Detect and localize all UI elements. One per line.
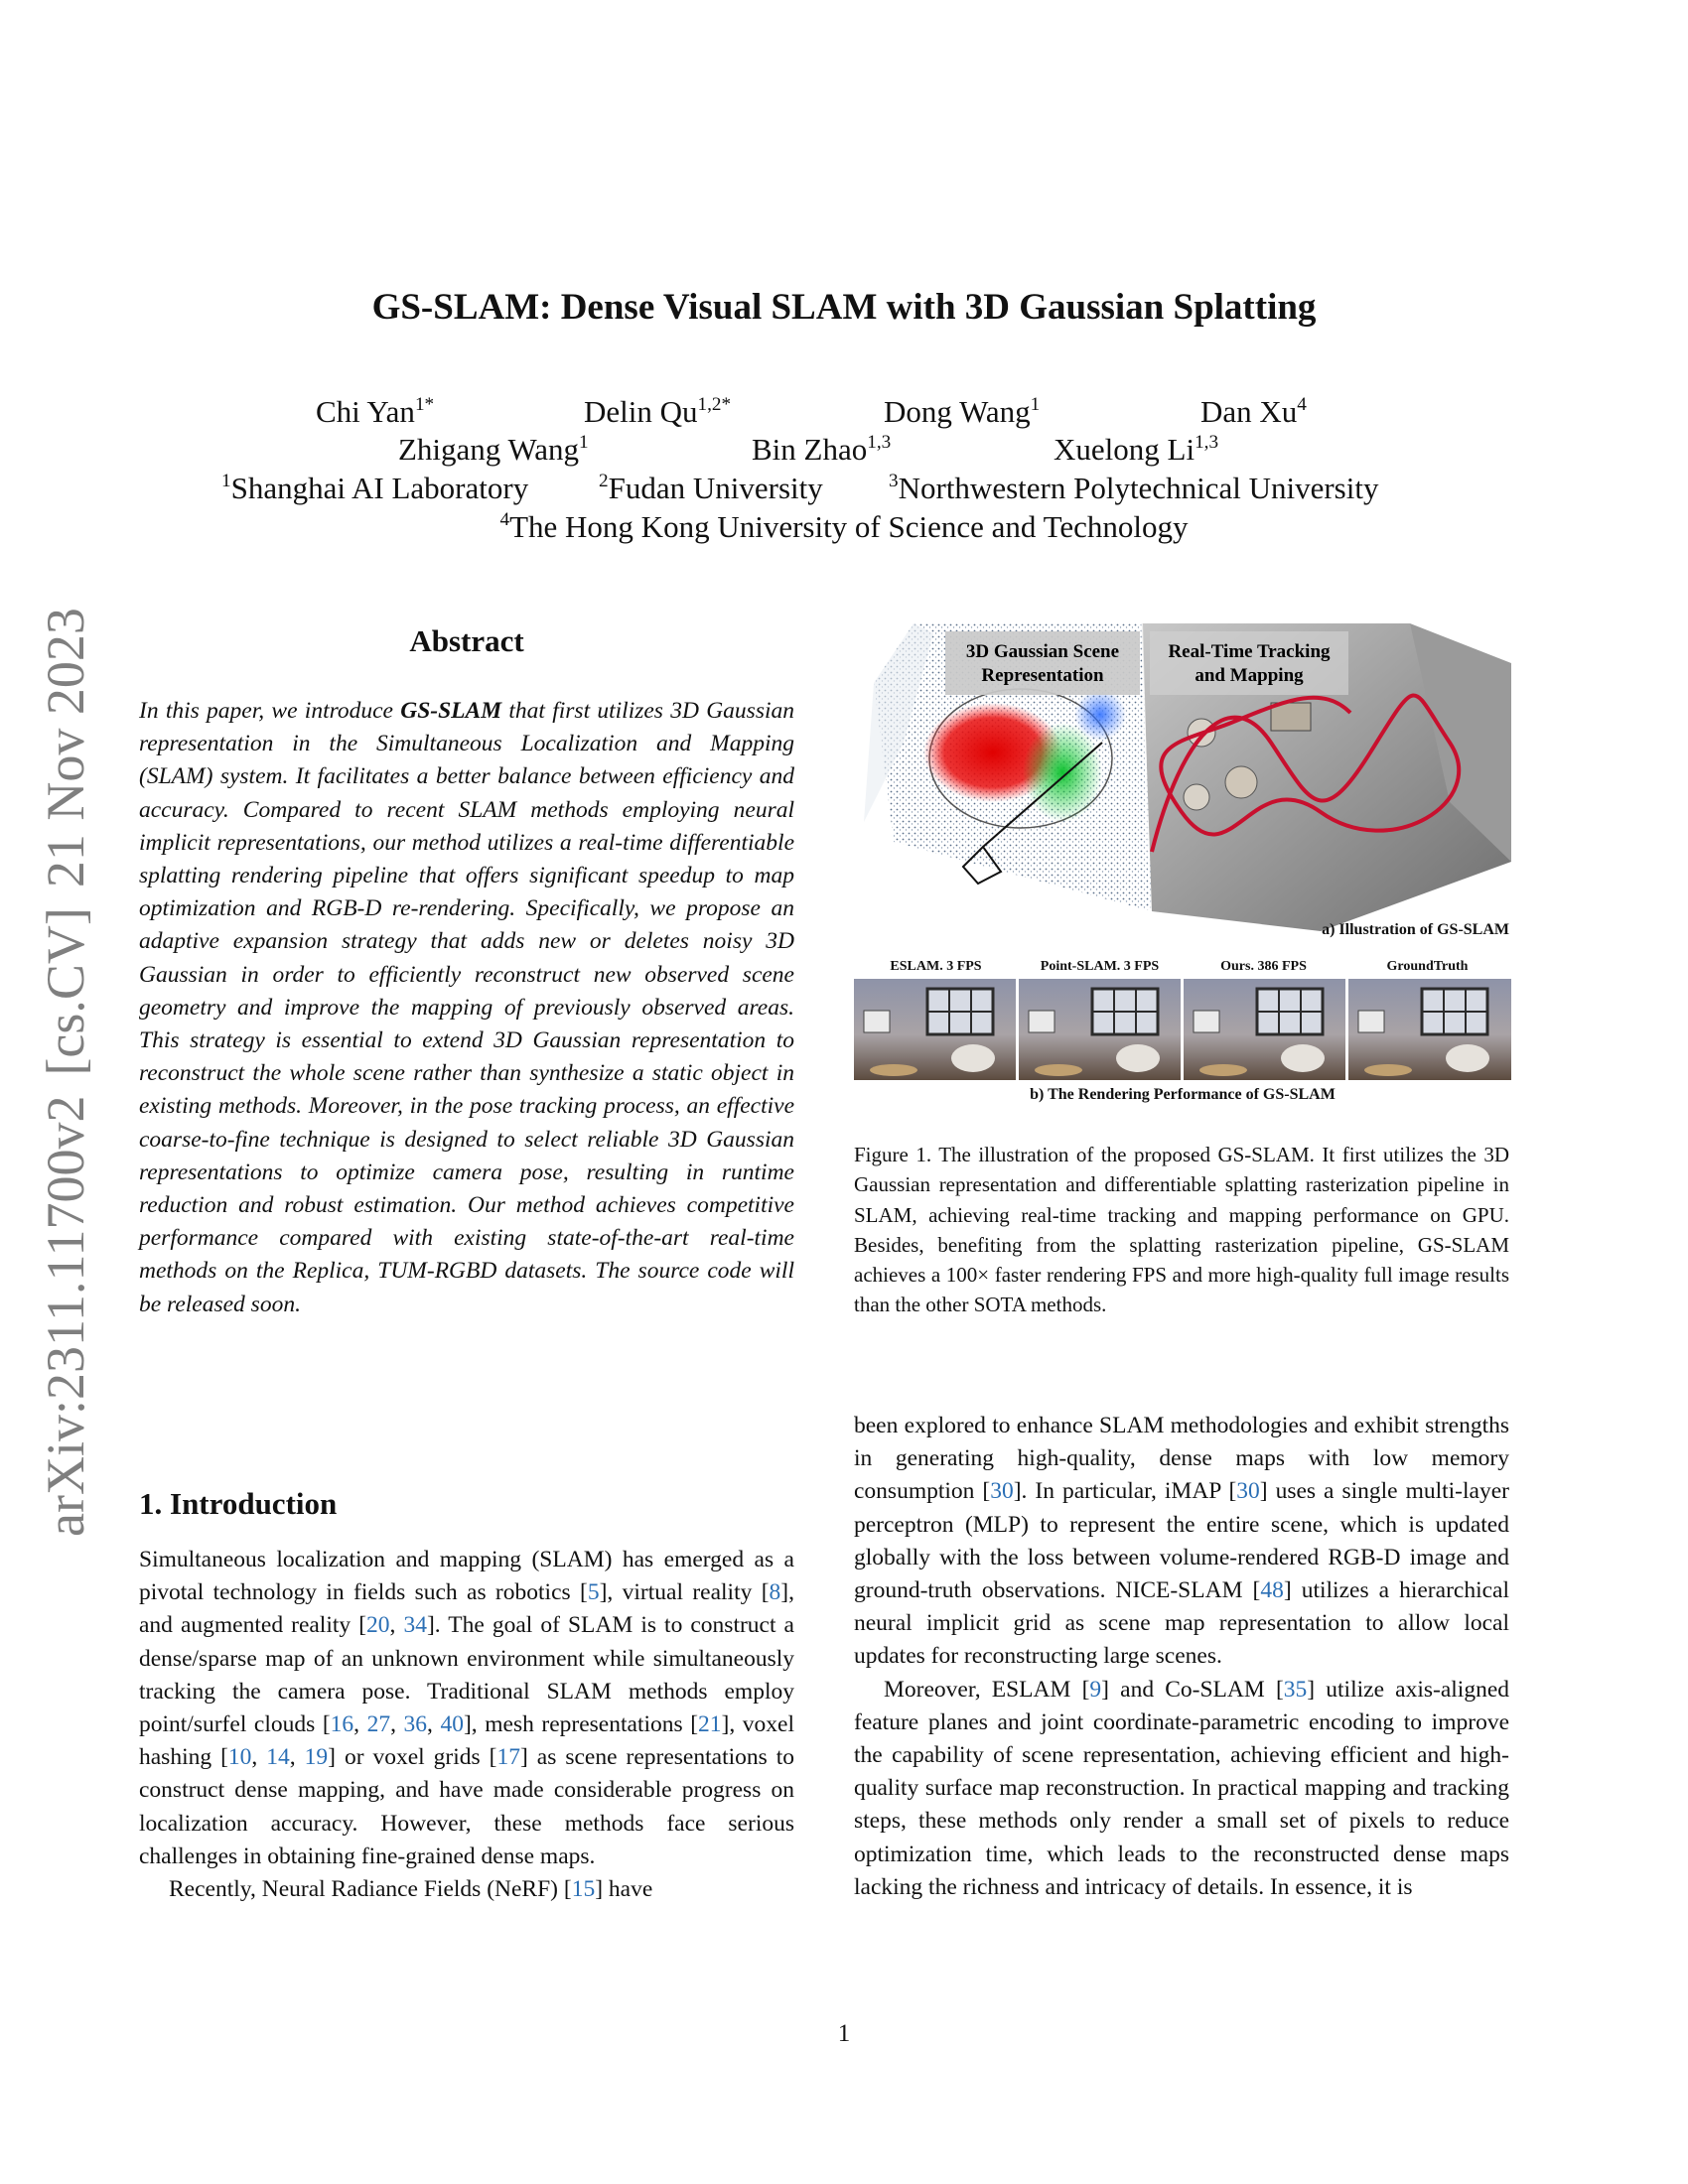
author bbox=[584, 394, 731, 430]
citation-link[interactable]: 19 bbox=[304, 1744, 329, 1771]
label-right-line-2: and Mapping bbox=[1195, 665, 1304, 686]
introduction-heading: 1. Introduction bbox=[139, 1486, 338, 1521]
author-sup: 1 bbox=[579, 431, 589, 453]
citation-link[interactable]: 34 bbox=[403, 1612, 427, 1639]
citation-link[interactable]: 5 bbox=[587, 1579, 600, 1606]
citation-link[interactable]: 10 bbox=[227, 1744, 252, 1771]
affiliation-sup: 2 bbox=[599, 470, 609, 491]
paragraph: Moreover, ESLAM [9] and Co-SLAM [35] utilize axis-aligned feature planes and joint coordinate-parametric encoding to improve the capability of scene representation, achieving efficient and high-quality surface map reconstruction. In practical mapping and tracking steps, these methods only render a small set of pixels to reduce optimization time, which leads to the reconstructed dense maps lacking the richness and intricacy of details. In essence, it is bbox=[854, 1676, 1510, 1900]
figure-caption-b: b) The Rendering Performance of GS-SLAM bbox=[1030, 1086, 1336, 1103]
paragraph: been explored to enhance SLAM methodologies and exhibit strengths in generating high-quality, dense maps with low memory consumption [30]. In particular, iMAP [30] uses a single multi-layer perceptron (MLP) to represent the entire scene, which is updated globally with the loss between volume-rendered RGB-D image and ground-truth observations. NICE-SLAM [48] utilizes a hierarchical neural implicit grid as scene map representation to allow local updates for reconstructing large scenes. bbox=[854, 1413, 1509, 1670]
author bbox=[316, 394, 434, 430]
arxiv-id[interactable]: arXiv:2311.11700v2 bbox=[36, 1095, 95, 1537]
citation-link[interactable]: 48 bbox=[1260, 1577, 1284, 1604]
citation-link[interactable]: 16 bbox=[330, 1711, 354, 1738]
affiliation-name: Northwestern Polytechnical University bbox=[898, 471, 1379, 505]
paper-title: GS-SLAM: Dense Visual SLAM with 3D Gaussian Splatting bbox=[371, 287, 1317, 328]
abstract-bold-name: GS-SLAM bbox=[400, 698, 502, 724]
author-name: Dong Wang bbox=[884, 394, 1031, 429]
right-column-body bbox=[854, 1410, 1509, 1904]
citation-link[interactable]: 36 bbox=[403, 1711, 428, 1738]
author-name: Chi Yan bbox=[316, 394, 415, 429]
citation-link[interactable]: 30 bbox=[990, 1478, 1014, 1505]
author-name: Dan Xu bbox=[1200, 394, 1298, 429]
author-sup: 4 bbox=[1297, 393, 1307, 415]
render-tile bbox=[1184, 979, 1345, 1080]
affiliation bbox=[599, 471, 823, 506]
author bbox=[1054, 432, 1218, 468]
affiliation bbox=[889, 471, 1378, 506]
author bbox=[884, 394, 1040, 430]
page-number: 1 bbox=[837, 2020, 851, 2047]
citation-link[interactable]: 8 bbox=[769, 1579, 781, 1606]
author-name: Zhigang Wang bbox=[398, 432, 580, 467]
arxiv-category: [cs.CV] bbox=[36, 907, 95, 1076]
label-left-line-1: 3D Gaussian Scene bbox=[965, 641, 1120, 662]
affiliation-name: Shanghai AI Laboratory bbox=[230, 471, 529, 505]
paragraph: Simultaneous localization and mapping (SLAM) has emerged as a pivotal technology in fields such as robotics [5], virtual reality [8], and augmented reality [20, 34]. The goal of SLAM is to construct a dense/sparse map of an unknown environment while simultaneously tracking the camera pose. Traditional SLAM methods employ point/surfel clouds [16, 27, 36, 40], mesh representations [21], voxel hashing [10, 14, 19] or voxel grids [17] as scene representations to construct dense mapping, and have made considerable progress on localization accuracy. However, these methods face serious challenges in obtaining fine-grained dense maps. bbox=[139, 1547, 795, 1869]
abstract-text: that first utilizes 3D Gaussian representation in the Simultaneous Localization and Mapping (SLAM) system. It facilitates a better balance between efficiency and accuracy. Compared to recent SLAM methods employing neural implicit representations, our method utilizes a real-time differentiable splatting rendering pipeline that offers significant speedup to map optimization and RGB-D re-rendering. Specifically, we propose an adaptive expansion strategy that adds new or deletes noisy 3D Gaussian in order to efficiently reconstruct new observed scene geometry and improve the mapping of previously observed areas. This strategy is essential to extend 3D Gaussian representation to reconstruct the whole scene rather than synthesize a static object in existing methods. Moreover, in the pose tracking process, an effective coarse-to-fine technique is designed to select reliable 3D Gaussian representations to optimize camera pose, resulting in runtime reduction and robust estimation. Our method achieves competitive performance compared with existing state-of-the-art real-time methods on the Replica, TUM-RGBD datasets. The source code will be released soon. bbox=[139, 698, 794, 1317]
affiliation-name: The Hong Kong University of Science and Technology bbox=[509, 509, 1189, 544]
figure-1 bbox=[854, 623, 1511, 1115]
citation-link[interactable]: 35 bbox=[1283, 1676, 1308, 1703]
gs-slam-3d-illustration bbox=[854, 623, 1511, 931]
method-label: Ours. 386 FPS bbox=[1220, 959, 1307, 974]
author bbox=[398, 432, 589, 468]
citation-link[interactable]: 17 bbox=[496, 1744, 520, 1771]
arxiv-date: 21 Nov 2023 bbox=[36, 608, 95, 888]
arxiv-stamp bbox=[26, 544, 105, 1537]
affiliation-sup: 3 bbox=[889, 470, 899, 491]
rendering-comparison bbox=[854, 979, 1511, 1080]
author-sup: 1 bbox=[1030, 393, 1041, 415]
method-label: ESLAM. 3 FPS bbox=[890, 959, 982, 974]
author bbox=[752, 432, 891, 468]
paragraph: Recently, Neural Radiance Fields (NeRF) [15] have bbox=[169, 1876, 653, 1903]
introduction-body bbox=[139, 1544, 794, 1906]
citation-link[interactable]: 15 bbox=[571, 1876, 596, 1903]
affiliation-sup: 4 bbox=[499, 508, 510, 530]
affiliation-name: Fudan University bbox=[608, 471, 823, 505]
figure-caption: Figure 1. The illustration of the proposed GS-SLAM. It first utilizes the 3D Gaussian representation and differentiable splatting rasterization pipeline in SLAM, achieving real-time tracking and mapping performance on GPU. Besides, benefiting from the splatting rasterization pipeline, GS-SLAM achieves a 100× faster rendering FPS and more high-quality full image results than the other SOTA methods. bbox=[854, 1143, 1509, 1317]
author bbox=[1200, 394, 1307, 430]
author-sup: 1* bbox=[414, 393, 435, 415]
citation-link[interactable]: 30 bbox=[1236, 1478, 1260, 1505]
abstract-heading: Abstract bbox=[409, 623, 524, 658]
affiliation bbox=[0, 509, 1688, 545]
render-tile bbox=[1348, 979, 1511, 1080]
author-name: Bin Zhao bbox=[752, 432, 868, 467]
affiliation-sup: 1 bbox=[221, 470, 231, 491]
citation-link[interactable]: 21 bbox=[698, 1711, 722, 1738]
author-sup: 1,3 bbox=[1195, 431, 1219, 453]
author-sup: 1,3 bbox=[867, 431, 892, 453]
render-tile bbox=[854, 979, 1016, 1080]
label-right-line-1: Real-Time Tracking bbox=[1168, 641, 1331, 662]
render-tile bbox=[1019, 979, 1181, 1080]
method-label: GroundTruth bbox=[1386, 959, 1469, 974]
method-label: Point-SLAM. 3 FPS bbox=[1040, 959, 1160, 974]
label-left-line-2: Representation bbox=[981, 665, 1104, 686]
author-name: Delin Qu bbox=[584, 394, 698, 429]
abstract-text: In this paper, we introduce bbox=[139, 698, 401, 724]
author-sup: 1,2* bbox=[697, 393, 732, 415]
citation-link[interactable]: 20 bbox=[366, 1612, 390, 1639]
citation-link[interactable]: 40 bbox=[440, 1711, 464, 1738]
abstract-body bbox=[139, 695, 794, 1321]
citation-link[interactable]: 14 bbox=[266, 1744, 290, 1771]
author-name: Xuelong Li bbox=[1054, 432, 1196, 467]
affiliation bbox=[221, 471, 528, 506]
citation-link[interactable]: 27 bbox=[366, 1711, 391, 1738]
figure-caption-a: a) Illustration of GS-SLAM bbox=[1322, 921, 1509, 938]
citation-link[interactable]: 9 bbox=[1089, 1676, 1102, 1703]
